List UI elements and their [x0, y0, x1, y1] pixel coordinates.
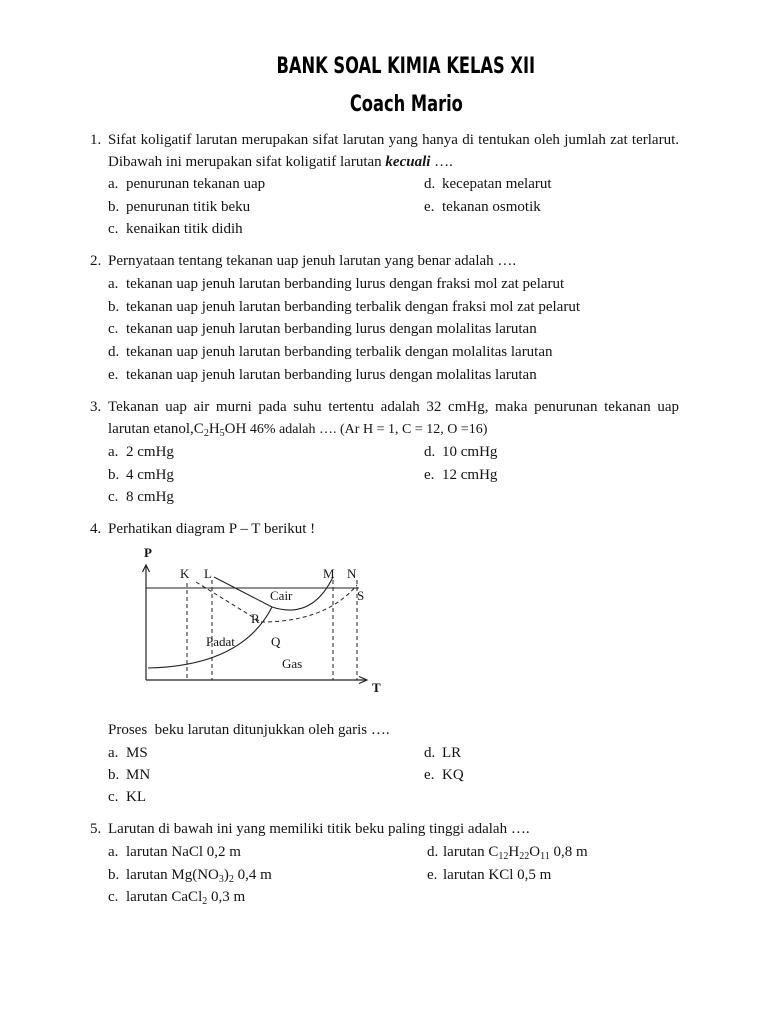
question-text: Larutan di bawah ini yang memiliki titik beku paling tinggi adalah …. [108, 821, 530, 837]
option-text: tekanan uap jenuh larutan berbanding lurus dengan fraksi mol zat pelarut [126, 276, 565, 292]
question-text-part: …. [430, 154, 453, 170]
option-text-part: 0,8 m [549, 844, 588, 860]
option-text-part: 0,3 m [207, 889, 246, 905]
answer-option [108, 788, 408, 806]
option-text: tekanan uap jenuh larutan berbanding lurus dengan molalitas larutan [126, 367, 537, 383]
option-text: LR [442, 745, 462, 761]
option-letter: e. [424, 199, 435, 215]
question-text: Perhatikan diagram P – T berikut ! [108, 521, 316, 537]
option-text: tekanan osmotik [442, 199, 541, 215]
option-text: tekanan uap jenuh larutan berbanding lurus dengan molalitas larutan [126, 321, 537, 337]
option-text: tekanan uap jenuh larutan berbanding terbalik dengan molalitas larutan [126, 344, 553, 360]
option-text-part: 0,4 m [233, 867, 272, 883]
solvent-melting-line [214, 577, 272, 607]
option-text-part: larutan NaCl 0,2 m [126, 844, 241, 860]
option-letter: a. [108, 276, 119, 292]
option-letter: a. [108, 745, 119, 761]
option-letter: b. [108, 299, 120, 315]
option-letter: b. [108, 867, 120, 883]
answer-option [108, 488, 408, 506]
answer-option [108, 175, 408, 193]
option-text: 4 cmHg [126, 467, 174, 483]
option-text [443, 866, 551, 884]
question-text [108, 420, 487, 438]
option-text: KQ [442, 767, 464, 783]
option-letter: c. [108, 489, 119, 505]
option-letter: c. [108, 221, 119, 237]
option-letter: d. [108, 344, 120, 360]
subscript: 11 [540, 851, 550, 862]
option-letter: e. [427, 867, 438, 883]
question-number: 2. [90, 253, 102, 269]
option-letter: e. [424, 467, 435, 483]
point-label-s: S [357, 588, 365, 603]
option-text: 12 cmHg [442, 467, 498, 483]
question-number: 4. [90, 521, 102, 537]
question-text: Tekanan uap air murni pada suhu tertentu adalah 32 cmHg, maka penurunan tekanan uap [108, 399, 679, 415]
document-subtitle-text: Coach Mario [349, 92, 463, 117]
point-label-q: Q [271, 634, 281, 649]
option-text: 10 cmHg [442, 444, 498, 460]
answer-option [108, 466, 408, 484]
answer-option [427, 843, 727, 861]
question-number: 5. [90, 821, 102, 837]
subscript: 5 [219, 428, 225, 439]
option-letter: a. [108, 844, 119, 860]
option-text [126, 866, 272, 884]
subscript: 2 [203, 428, 209, 439]
option-text-part: larutan KCl 0,5 m [443, 867, 552, 883]
answer-option [424, 744, 724, 762]
answer-option [108, 198, 408, 216]
phase-diagram [130, 540, 390, 700]
option-letter: c. [108, 321, 119, 337]
option-letter: a. [108, 444, 119, 460]
option-text: penurunan tekanan uap [126, 176, 266, 192]
option-text: KL [126, 789, 146, 805]
question-prompt: Proses beku larutan ditunjukkan oleh garis …. [108, 722, 390, 738]
option-text: MN [126, 767, 151, 783]
option-text [126, 888, 245, 906]
option-letter: d. [424, 444, 436, 460]
option-text-part: H [508, 844, 520, 860]
option-letter: d. [424, 176, 436, 192]
option-letter: b. [108, 767, 120, 783]
option-text-part: O [529, 844, 541, 860]
question-text: Sifat koligatif larutan merupakan sifat larutan yang hanya di tentukan oleh jumlah zat terlarut. [108, 132, 679, 148]
point-label-n: N [347, 566, 357, 581]
option-text: tekanan uap jenuh larutan berbanding terbalik dengan fraksi mol zat pelarut [126, 299, 580, 315]
option-text: MS [126, 745, 148, 761]
answer-option [108, 888, 408, 906]
subscript: 22 [519, 851, 530, 862]
p-axis-label: P [144, 545, 152, 560]
point-label-l: L [204, 566, 212, 581]
option-letter: a. [108, 176, 119, 192]
option-letter: d. [427, 844, 439, 860]
question-number: 1. [90, 132, 102, 148]
subscript: 2 [228, 874, 234, 885]
answer-option [424, 198, 724, 216]
option-text-part: larutan C [443, 844, 499, 860]
answer-option [108, 220, 408, 238]
option-text [443, 843, 588, 861]
option-text-part: larutan CaCl [126, 889, 203, 905]
question-text-part: Dibawah ini merupakan sifat koligatif larutan [108, 154, 386, 170]
option-letter: e. [108, 367, 119, 383]
option-text: penurunan titik beku [126, 199, 251, 215]
question-text-part: OH [224, 421, 247, 437]
answer-option [108, 843, 408, 861]
option-letter: b. [108, 199, 120, 215]
subscript: 2 [202, 896, 208, 907]
document-subtitle [200, 91, 612, 119]
question-text-part: H [208, 421, 220, 437]
document-title [200, 53, 612, 81]
option-letter: d. [424, 745, 436, 761]
point-label-k: K [180, 566, 190, 581]
answer-option [108, 744, 408, 762]
answer-option [427, 866, 727, 884]
answer-option [108, 298, 668, 316]
answer-option [108, 866, 408, 884]
question-text [108, 153, 453, 171]
option-letter: e. [424, 767, 435, 783]
answer-option [424, 466, 724, 484]
emphasis-text: kecuali [385, 154, 431, 170]
question-text-part: larutan etanol,C [108, 421, 204, 437]
region-label-liquid: Cair [270, 588, 293, 603]
option-text: 2 cmHg [126, 444, 174, 460]
option-text: kenaikan titik didih [126, 221, 243, 237]
answer-option [108, 766, 408, 784]
region-label-gas: Gas [282, 656, 303, 671]
region-label-solid: Padat [206, 634, 235, 649]
question-text: Pernyataan tentang tekanan uap jenuh larutan yang benar adalah …. [108, 253, 517, 269]
option-letter: c. [108, 889, 119, 905]
option-letter: c. [108, 789, 119, 805]
answer-option [108, 343, 668, 361]
point-label-m: M [323, 566, 335, 581]
option-text: kecepatan melarut [442, 176, 552, 192]
question-text-part: 46% adalah …. (Ar H = 1, C = 12, O =16) [246, 422, 488, 437]
t-axis-label: T [372, 680, 381, 695]
option-letter: b. [108, 467, 120, 483]
option-text-part: ) [223, 867, 229, 883]
answer-option [424, 175, 724, 193]
answer-option [108, 366, 668, 384]
answer-option [424, 766, 724, 784]
question-number: 3. [90, 399, 102, 415]
point-label-r: R [251, 611, 260, 626]
option-text-part: larutan Mg(NO [126, 867, 219, 883]
answer-option [108, 320, 668, 338]
document-title-text: BANK SOAL KIMIA KELAS XII [276, 54, 536, 79]
answer-option [424, 443, 724, 461]
option-text [126, 843, 241, 861]
subscript: 3 [218, 874, 224, 885]
answer-option [108, 275, 668, 293]
option-text: 8 cmHg [126, 489, 174, 505]
answer-option [108, 443, 408, 461]
subscript: 12 [498, 851, 509, 862]
